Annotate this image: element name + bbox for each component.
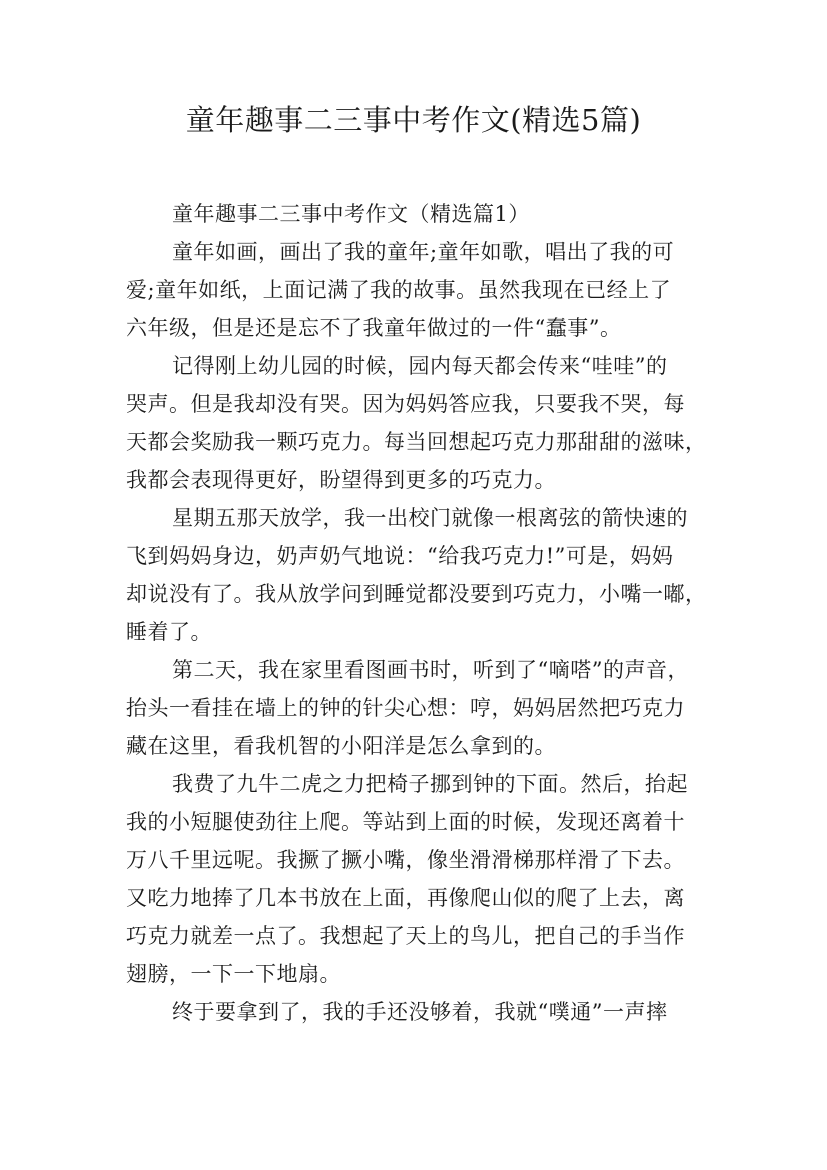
text-line: 童年如画，画出了我的童年;童年如歌，唱出了我的可 <box>172 240 675 264</box>
section-heading: 童年趣事二三事中考作文（精选篇1） <box>172 202 530 226</box>
text-line: 我的小短腿使劲往上爬。等站到上面的时候，发现还离着十 <box>126 810 685 834</box>
text-line: 天都会奖励我一颗巧克力。每当回想起巧克力那甜甜的滋味， <box>126 430 707 454</box>
document-body <box>126 195 716 1031</box>
text-line: 星期五那天放学，我一出校门就像一根离弦的箭快速的 <box>172 506 688 530</box>
text-line: 飞到妈妈身边，奶声奶气地说：“给我巧克力!”可是，妈妈 <box>126 544 674 568</box>
text-line: 抬头一看挂在墙上的钟的针尖心想：哼，妈妈居然把巧克力 <box>126 696 685 720</box>
text-line: 爱;童年如纸，上面记满了我的故事。虽然我现在已经上了 <box>126 278 672 302</box>
text-line: 我费了九牛二虎之力把椅子挪到钟的下面。然后，抬起 <box>172 772 688 796</box>
text-line: 终于要拿到了，我的手还没够着，我就“噗通”一声摔 <box>172 1000 668 1024</box>
paragraph-2 <box>126 347 716 499</box>
paragraph-4 <box>126 651 716 765</box>
text-line: 记得刚上幼儿园的时候，园内每天都会传来“哇哇”的 <box>172 354 668 378</box>
paragraph-3 <box>126 499 716 651</box>
paragraph-1 <box>126 233 716 347</box>
text-line: 第二天，我在家里看图画书时，听到了“嘀嗒”的声音， <box>172 658 689 682</box>
text-line: 六年级，但是还是忘不了我童年做过的一件“蠢事”。 <box>126 316 622 340</box>
paragraph-6 <box>126 993 716 1031</box>
text-line: 我都会表现得更好，盼望得到更多的巧克力。 <box>126 468 556 492</box>
paragraph-5 <box>126 765 716 993</box>
text-line: 睡着了。 <box>126 620 212 644</box>
text-line: 翅膀，一下一下地扇。 <box>126 962 341 986</box>
text-line: 巧克力就差一点了。我想起了天上的鸟儿，把自己的手当作 <box>126 924 685 948</box>
text-line: 哭声。但是我却没有哭。因为妈妈答应我，只要我不哭，每 <box>126 392 685 416</box>
text-line: 藏在这里，看我机智的小阳洋是怎么拿到的。 <box>126 734 556 758</box>
text-line: 却说没有了。我从放学问到睡觉都没要到巧克力，小嘴一嘟， <box>126 582 707 606</box>
text-line: 万八千里远呢。我撅了撅小嘴，像坐滑滑梯那样滑了下去。 <box>126 848 685 872</box>
document-title: 童年趣事二三事中考作文(精选5篇) <box>185 103 642 137</box>
text-line: 又吃力地捧了几本书放在上面，再像爬山似的爬了上去，离 <box>126 886 685 910</box>
